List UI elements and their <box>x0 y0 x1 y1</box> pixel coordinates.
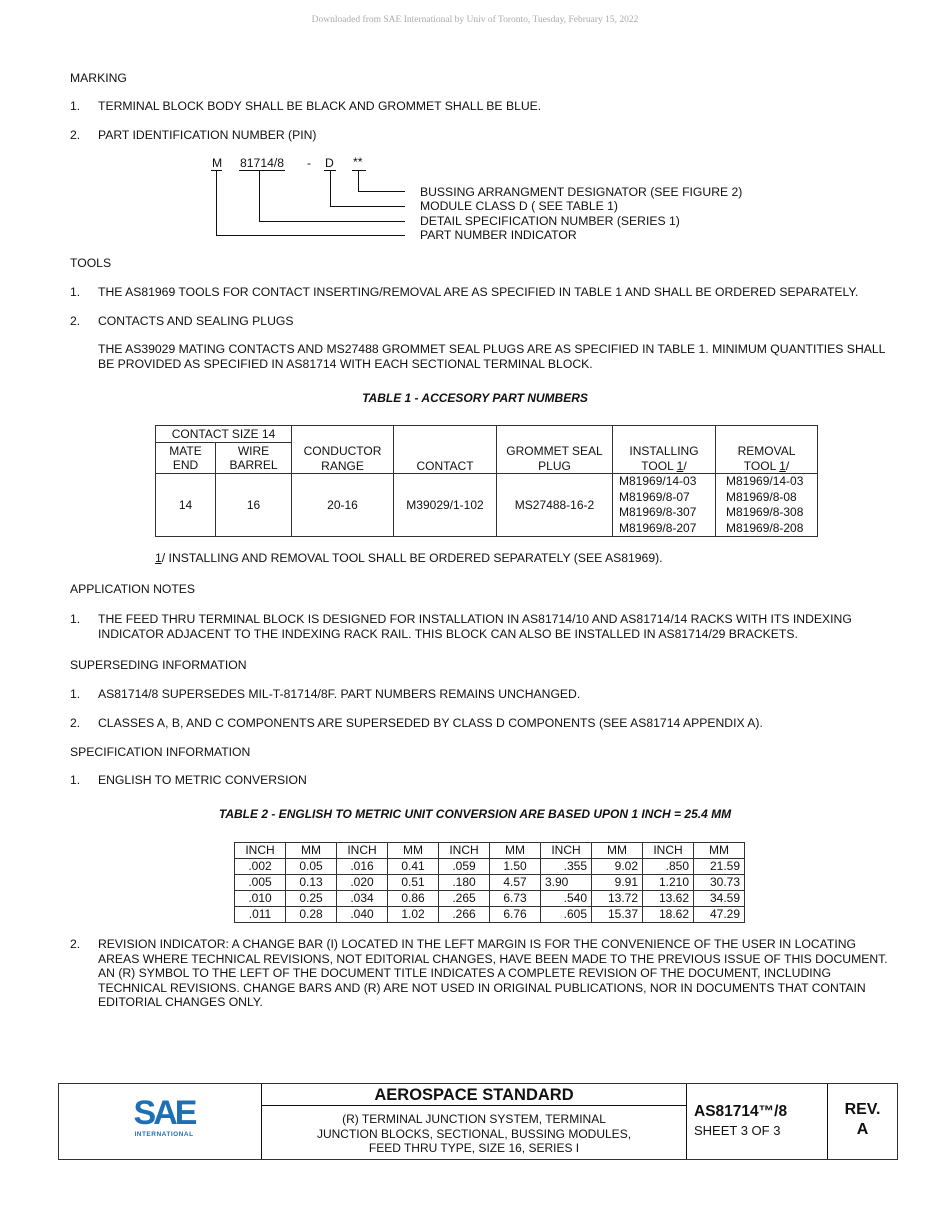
document-description: (R) TERMINAL JUNCTION SYSTEM, TERMINAL JUNCTION BLOCKS, SECTIONAL, BUSSING MODULES, FEED THRU TYPE, SIZE 16, SERIES I <box>316 1112 632 1155</box>
installing-header: INSTALLING TOOL 1/ <box>613 426 716 474</box>
table2-cell: 0.41 <box>388 859 439 875</box>
document-number: AS81714™/8 <box>694 1103 788 1120</box>
conversion-table <box>234 842 745 923</box>
title-block <box>58 1083 898 1160</box>
superseding-item-2: CLASSES A, B, AND C COMPONENTS ARE SUPERSEDED BY CLASS D COMPONENTS (SEE AS81714 APPENDIX A). <box>98 716 763 730</box>
app-notes-item-1: THE FEED THRU TERMINAL BLOCK IS DESIGNED FOR INSTALLATION IN AS81714/10 AND AS81714/14 RACKS WITH ITS INDEXING INDICATOR ADJACENT TO THE INDEXING RACK RAIL. THIS BLOCK CAN ALSO BE INSTALLED IN AS81714/29 BRACKETS. <box>98 612 852 641</box>
table2-header-cell: INCH <box>541 843 592 859</box>
tools-item-2: CONTACTS AND SEALING PLUGS <box>98 314 294 328</box>
pin-stars: ** <box>353 155 363 169</box>
pin-class: D <box>325 156 334 170</box>
table1-footnote: 1/ INSTALLING AND REMOVAL TOOL SHALL BE ORDERED SEPARATELY (SEE AS81969). <box>155 551 663 565</box>
pin-legend-1: BUSSING ARRANGMENT DESIGNATOR (SEE FIGURE 2) <box>420 185 743 199</box>
spec-info-title: SPECIFICATION INFORMATION <box>70 745 251 759</box>
table2-cell: 0.13 <box>286 875 337 891</box>
table2-cell: 30.73 <box>694 875 745 891</box>
table2-header-cell: MM <box>694 843 745 859</box>
table2-cell: .266 <box>439 907 490 923</box>
table2-cell: .005 <box>235 875 286 891</box>
table2-cell: 0.05 <box>286 859 337 875</box>
table2-cell: .002 <box>235 859 286 875</box>
table2-cell: 21.59 <box>694 859 745 875</box>
table2-cell: 0.28 <box>286 907 337 923</box>
table-cell: MS27488-16-2 <box>497 474 613 537</box>
table2-header-cell: INCH <box>337 843 388 859</box>
table-cell: 20-16 <box>292 474 394 537</box>
download-note: Downloaded from SAE International by Univ of Toronto, Tuesday, February 15, 2022 <box>311 15 639 25</box>
tools-paragraph: THE AS39029 MATING CONTACTS AND MS27488 GROMMET SEAL PLUGS ARE AS SPECIFIED IN TABLE 1. MINIMUM QUANTITIES SHALL BE PROVIDED AS SPECIFIED IN AS81714 WITH EACH SECTIONAL TERMINAL BLOCK. <box>98 342 885 371</box>
table2-cell: .040 <box>337 907 388 923</box>
grommet-header: GROMMET SEAL PLUG <box>497 426 613 474</box>
removal-tools-cell: M81969/14-03 M81969/8-08 M81969/8-308 M81969/8-208 <box>716 474 818 537</box>
table2-cell: .540 <box>541 891 592 907</box>
table2-header-cell: MM <box>592 843 643 859</box>
table2-cell: 1.02 <box>388 907 439 923</box>
table2-cell: .265 <box>439 891 490 907</box>
list-number: 1. <box>70 285 81 299</box>
superseding-title: SUPERSEDING INFORMATION <box>70 658 247 672</box>
table2-cell: 15.37 <box>592 907 643 923</box>
table2-header-cell: INCH <box>235 843 286 859</box>
table2-cell: .034 <box>337 891 388 907</box>
pin-spec: 81714/8 <box>240 156 285 170</box>
spec-info-item-1: ENGLISH TO METRIC CONVERSION <box>98 773 307 787</box>
table-cell: 14 <box>156 474 216 537</box>
pin-legend-3: DETAIL SPECIFICATION NUMBER (SERIES 1) <box>420 214 680 228</box>
table2-cell: 13.62 <box>643 891 694 907</box>
table2-cell: .180 <box>439 875 490 891</box>
wire-barrel-header: WIRE BARREL <box>216 443 292 474</box>
table2-caption: TABLE 2 - ENGLISH TO METRIC UNIT CONVERSION ARE BASED UPON 1 INCH = 25.4 MM <box>218 807 732 821</box>
pin-dash: - <box>307 156 312 170</box>
tools-title: TOOLS <box>70 256 112 270</box>
list-number: 2. <box>70 716 81 730</box>
table2-header-cell: INCH <box>439 843 490 859</box>
sheet-number: SHEET 3 OF 3 <box>694 1123 781 1138</box>
spec-info-item-2: REVISION INDICATOR: A CHANGE BAR (I) LOCATED IN THE LEFT MARGIN IS FOR THE CONVENIENCE OF THE USER IN LOCATING AREAS WHERE TECHNICAL REVISIONS, NOT EDITORIAL CHANGES, HAVE BEEN MADE TO THE PREVIOUS ISSUE OF THIS DOCUMENT. AN (R) SYMBOL TO THE LEFT OF THE DOCUMENT TITLE INDICATES A COMPLETE REVISION OF THE DOCUMENT, INCLUDING TECHNICAL REVISIONS. CHANGE BARS AND (R) ARE NOT USED IN ORIGINAL PUBLICATIONS, NOR IN DOCUMENTS THAT CONTAIN EDITORIAL CHANGES ONLY. <box>98 937 888 1009</box>
table2-cell: 0.25 <box>286 891 337 907</box>
table2-cell: 6.76 <box>490 907 541 923</box>
standard-title: AEROSPACE STANDARD <box>374 1086 574 1104</box>
table2-cell: .011 <box>235 907 286 923</box>
pin-legend-4: PART NUMBER INDICATOR <box>420 228 577 242</box>
table2-cell: .059 <box>439 859 490 875</box>
mate-end-header: MATE END <box>156 443 216 474</box>
app-notes-title: APPLICATION NOTES <box>70 582 196 596</box>
conductor-header: CONDUCTOR RANGE <box>292 426 394 474</box>
table2-cell: 1.50 <box>490 859 541 875</box>
table2-cell: 4.57 <box>490 875 541 891</box>
table2-cell: .355 <box>541 859 592 875</box>
table2-cell: 6.73 <box>490 891 541 907</box>
list-number: 2. <box>70 937 81 951</box>
contact-size-header: CONTACT SIZE 14 <box>156 426 292 443</box>
table2-cell: 9.02 <box>592 859 643 875</box>
table2-cell: .850 <box>643 859 694 875</box>
revision-value: A <box>856 1121 869 1138</box>
table2-cell: 3.90 <box>541 875 592 891</box>
marking-title: MARKING <box>70 71 127 85</box>
contact-header: CONTACT <box>394 426 497 474</box>
install-tools-cell: M81969/14-03 M81969/8-07 M81969/8-307 M81969/8-207 <box>613 474 716 537</box>
table2-cell: 0.86 <box>388 891 439 907</box>
list-number: 2. <box>70 314 81 328</box>
table2-cell: .010 <box>235 891 286 907</box>
table2-cell: .605 <box>541 907 592 923</box>
table2-cell: 13.72 <box>592 891 643 907</box>
table2-cell: .016 <box>337 859 388 875</box>
table2-header-cell: MM <box>490 843 541 859</box>
table-cell: M39029/1-102 <box>394 474 497 537</box>
tools-item-1: THE AS81969 TOOLS FOR CONTACT INSERTING/REMOVAL ARE AS SPECIFIED IN TABLE 1 AND SHALL BE ORDERED SEPARATELY. <box>98 285 859 299</box>
table2-cell: 47.29 <box>694 907 745 923</box>
superseding-item-1: AS81714/8 SUPERSEDES MIL-T-81714/8F. PART NUMBERS REMAINS UNCHANGED. <box>98 687 581 701</box>
table2-cell: .020 <box>337 875 388 891</box>
sae-logo: SAE INTERNATIONAL <box>133 1094 195 1138</box>
table-cell: 16 <box>216 474 292 537</box>
table2-header-cell: INCH <box>643 843 694 859</box>
table1-caption: TABLE 1 - ACCESORY PART NUMBERS <box>362 391 588 405</box>
list-number: 1. <box>70 687 81 701</box>
accessory-table <box>155 425 818 537</box>
list-number: 1. <box>70 773 81 787</box>
pin-m: M <box>212 156 223 170</box>
table2-header-cell: MM <box>286 843 337 859</box>
list-number: 1. <box>70 612 81 626</box>
marking-item-2: PART IDENTIFICATION NUMBER (PIN) <box>98 128 317 142</box>
table2-cell: 0.51 <box>388 875 439 891</box>
list-number: 2. <box>70 128 81 142</box>
table2-cell: 9.91 <box>592 875 643 891</box>
removal-header: REMOVAL TOOL 1/ <box>716 426 818 474</box>
table2-header-cell: MM <box>388 843 439 859</box>
marking-item-1: TERMINAL BLOCK BODY SHALL BE BLACK AND GROMMET SHALL BE BLUE. <box>98 99 542 113</box>
revision-label: REV. <box>844 1101 881 1118</box>
pin-legend-2: MODULE CLASS D ( SEE TABLE 1) <box>420 199 618 213</box>
table2-cell: 34.59 <box>694 891 745 907</box>
table2-cell: 18.62 <box>643 907 694 923</box>
list-number: 1. <box>70 99 81 113</box>
table2-cell: 1.210 <box>643 875 694 891</box>
